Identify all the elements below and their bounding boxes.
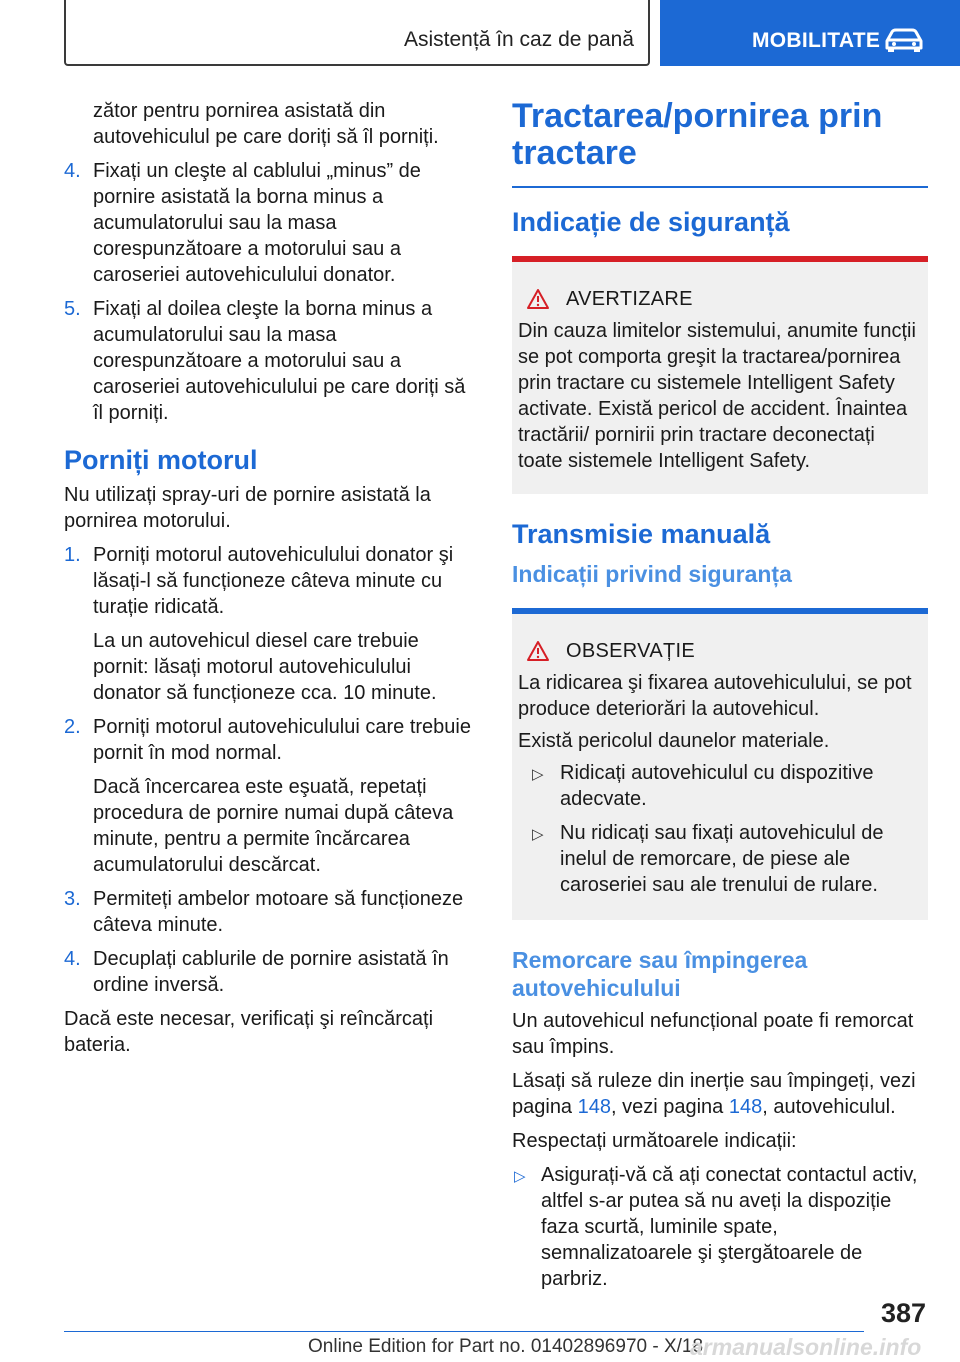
bullet-text: Asigurați-vă că ați conectat contactul activ, altfel s-ar putea să nu aveți la dispoziție faza scurtă, luminile spate, semnalizatoarele şi ştergătoarele de parbriz. <box>541 1164 918 1290</box>
step-text: Permiteți ambelor motoare să funcționeze câteva minute. <box>93 888 464 936</box>
heading-start-engine: Porniți motorul <box>64 445 258 475</box>
bullet-triangle-icon: ▷ <box>532 826 544 843</box>
footer-edition: Online Edition for Part no. 01402896970 - X/18 <box>308 1336 704 1357</box>
page-link[interactable]: 148 <box>577 1096 611 1118</box>
notice-bullet <box>518 760 922 812</box>
watermark-logo: armanualsonline.info <box>690 1334 922 1360</box>
notice-bullet <box>518 820 922 898</box>
observe-bullet <box>512 1162 928 1292</box>
footer-divider <box>64 1331 864 1332</box>
bullet-text: Nu ridicați sau fixați autovehiculul de inelul de remorcare, de piese ale caroseriei sau ale trenului de rulare. <box>560 822 884 896</box>
header-section-label: MOBILITATE <box>752 29 881 52</box>
notice-text-1: La ridicarea şi fixarea autovehiculului, se pot produce deteriorări la autovehicul. <box>518 672 912 720</box>
step-item <box>64 714 478 878</box>
left-column <box>64 98 478 1066</box>
warning-box <box>512 262 928 494</box>
step-extra: La un autovehicul diesel care trebuie pornit: lăsați motorul autovehiculului donator să funcționeze cca. 10 minute. <box>93 630 437 704</box>
step-item <box>64 886 478 938</box>
start-intro: Nu utilizați spray-uri de pornire asistată la pornirea motorului. <box>64 484 431 532</box>
notice-header <box>518 638 922 664</box>
subheading-safety-notes: Indicații privind siguranța <box>512 561 792 587</box>
page-link[interactable]: 148 <box>728 1096 763 1118</box>
tow-ref-text: , autovehiculul. <box>762 1096 896 1118</box>
heading-towing: Remorcare sau împingerea autovehiculului <box>512 947 808 1001</box>
heading-manual-transmission: Transmisie manuală <box>512 519 771 549</box>
warning-triangle-icon <box>526 288 550 310</box>
right-column <box>512 98 928 1300</box>
intro-continuation: zător pentru pornirea asistată din autovehiculul pe care doriți să îl porniți. <box>93 100 439 148</box>
warning-triangle-icon <box>526 640 550 662</box>
bullet-text: Ridicați autovehiculul cu dispozitive adecvate. <box>560 762 874 810</box>
header-breadcrumb-box <box>64 0 650 66</box>
page-title: Tractarea/pornirea prin tractare <box>512 97 883 172</box>
header-title: Asistență în caz de pană <box>404 28 634 51</box>
warning-text: Din cauza limitelor sistemului, anumite funcții se pot comporta greşit la tractarea/pornirea prin tractare cu sistemele Intelligent Safety activate. Există pericol de accident. Înaintea tractării/ pornirii prin tractare deconectați toate sistemele Intelligent Safety. <box>518 320 916 472</box>
step-text: Porniți motorul autovehiculului donator şi lăsați-l să funcționeze câteva minute cu turație ridicată. <box>93 544 454 618</box>
step-text: Porniți motorul autovehiculului care trebuie pornit în mod normal. <box>93 716 471 764</box>
tow-ref-text: , vezi pagina <box>611 1096 729 1118</box>
step-text: Fixați un cleşte al cablului „minus” de pornire asistată la borna minus a acumulatorului sau la masa corespunzătoare a motorului sau a caroseriei autovehiculului donator. <box>93 160 421 286</box>
step-extra: Dacă încercarea este eşuată, repetați procedura de pornire numai după câteva minute, pentru a permite încărcarea acumulatorului descărcat. <box>93 776 454 876</box>
car-icon <box>884 28 924 52</box>
step-number: 4. <box>64 948 81 970</box>
step-number: 2. <box>64 716 81 738</box>
page-number: 387 <box>880 1298 926 1328</box>
step-item <box>64 296 478 426</box>
step-number: 4. <box>64 160 81 182</box>
step-text: Decuplați cablurile de pornire asistată în ordine inversă. <box>93 948 449 996</box>
tow-ref-text: Lăsați să ruleze din inerție sau împingeți, vezi pagina <box>512 1070 916 1118</box>
heading-safety: Indicație de siguranță <box>512 207 790 237</box>
closing-text: Dacă este necesar, verificați şi reîncărcați bateria. <box>64 1008 434 1056</box>
bullet-triangle-icon: ▷ <box>532 766 544 783</box>
notice-box <box>512 614 928 920</box>
bullet-triangle-icon: ▷ <box>514 1168 526 1185</box>
step-number: 3. <box>64 888 81 910</box>
observe-text: Respectați următoarele indicații: <box>512 1130 797 1152</box>
step-text: Fixați al doilea cleşte la borna minus a acumulatorului sau la masa corespunzătoare a motorului sau a caroseriei autovehiculului pe care doriți să îl porniți. <box>93 298 466 424</box>
warning-label: AVERTIZARE <box>566 288 693 310</box>
header-section-tab[interactable] <box>660 0 960 66</box>
step-number: 1. <box>64 544 81 566</box>
step-item <box>64 542 478 706</box>
warning-header <box>518 286 922 312</box>
notice-label: OBSERVAȚIE <box>566 640 695 662</box>
tow-reference <box>512 1068 928 1120</box>
step-number: 5. <box>64 298 81 320</box>
step-item <box>64 946 478 998</box>
step-item <box>64 158 478 288</box>
tow-text: Un autovehicul nefuncțional poate fi remorcat sau împins. <box>512 1010 914 1058</box>
title-divider <box>512 186 928 188</box>
notice-text-2: Există pericolul daunelor materiale. <box>518 730 830 752</box>
